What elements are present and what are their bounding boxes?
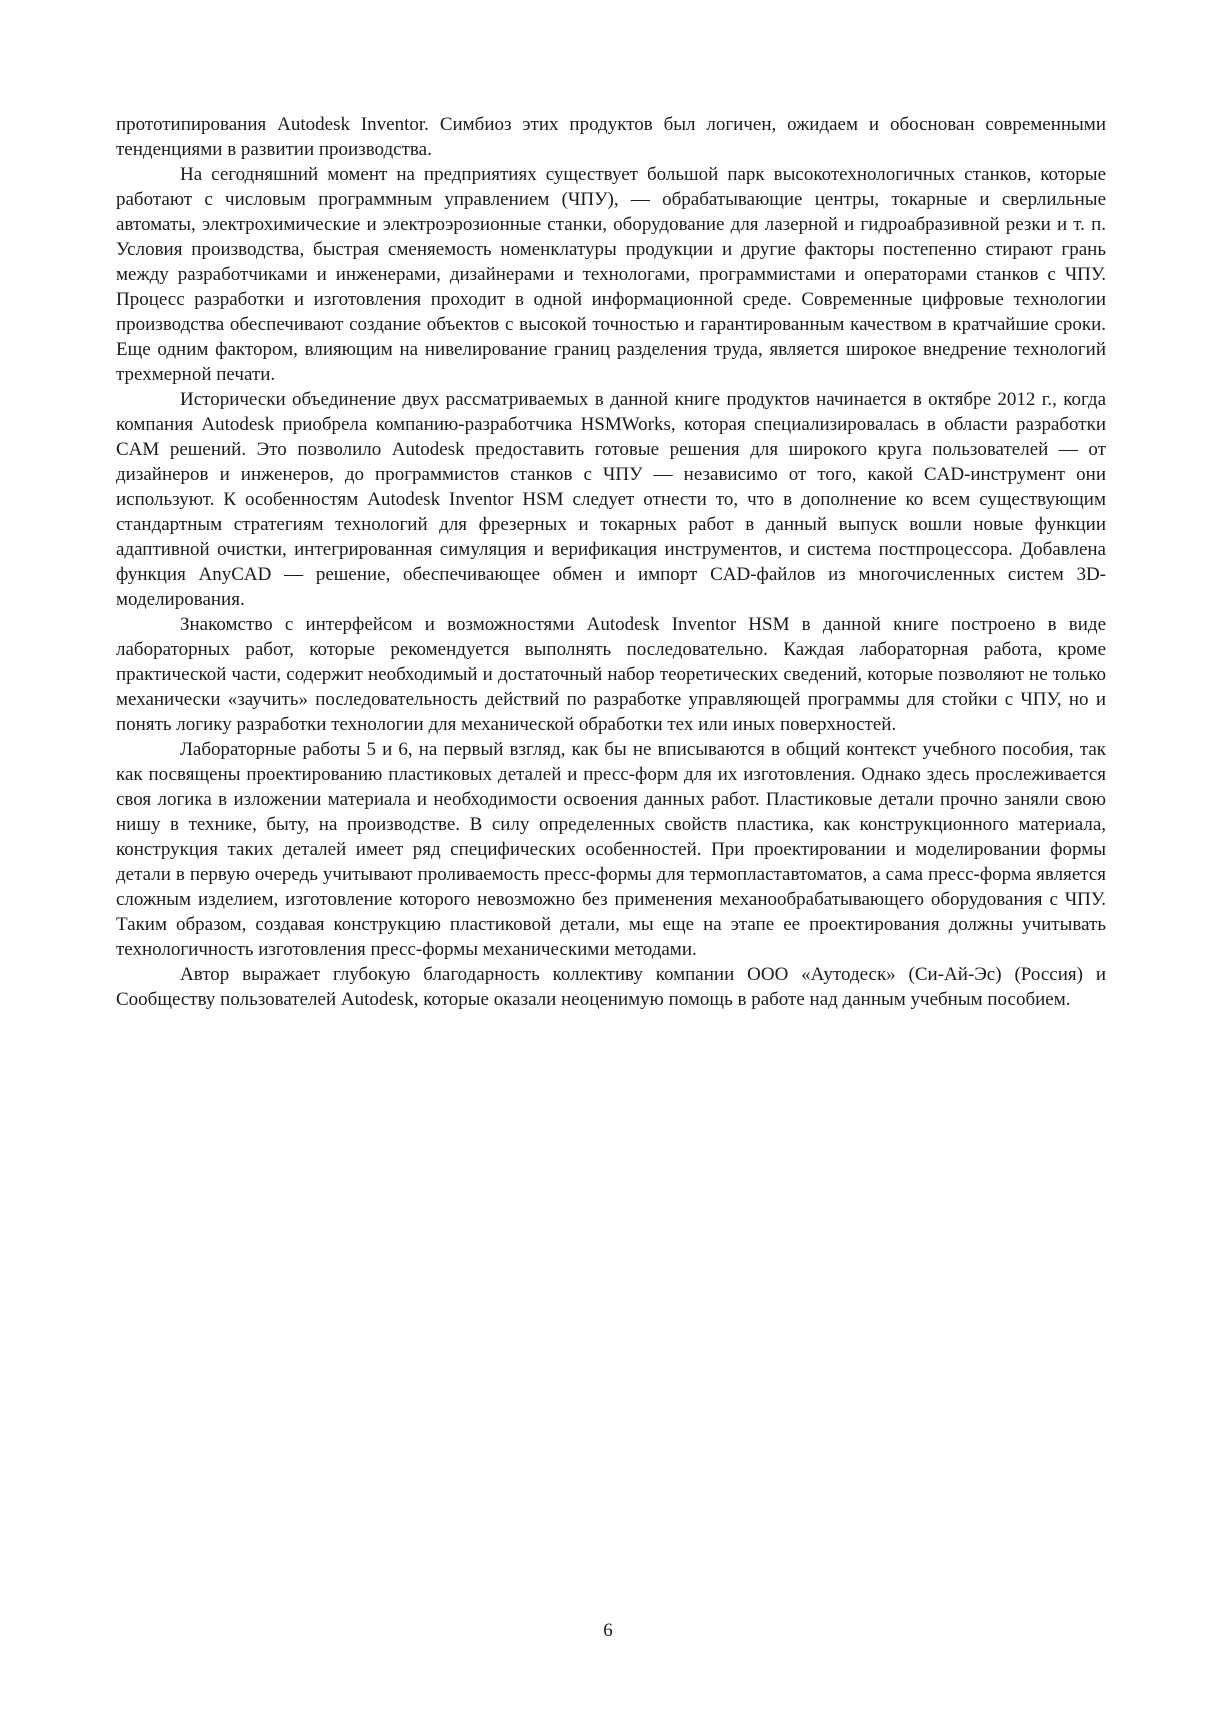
paragraph-plastic-parts: Лабораторные работы 5 и 6, на первый взгляд, как бы не вписываются в общий контекст учебного пособия, так как посвящены проектированию пластиковых деталей и пресс-форм для их изготовления. Однако здесь прослеживается своя логика в изложении материала и необходимости освоения данных работ. Пластиковые детали прочно заняли свою нишу в технике, быту, на производстве. В силу определенных свойств пластика, как конструкционного материала, конструкция таких деталей имеет ряд специфических особенностей. При проектировании и моделировании формы детали в первую очередь учитывают проливаемость пресс-формы для термопластавтоматов, а сама пресс-форма является сложным изделием, изготовление которого невозможно без применения механообрабатывающего оборудования с ЧПУ. Таким образом, создавая конструкцию пластиковой детали, мы еще на этапе ее проектирования должны учитывать технологичность изготовления пресс-формы механическими методами. — [116, 739, 1106, 960]
body-text — [116, 112, 1106, 1012]
paragraph-continuation: прототипирования Autodesk Inventor. Симбиоз этих продуктов был логичен, ожидаем и обоснован современными тенденциями в развитии производства. — [116, 114, 1106, 160]
page-number: 6 — [603, 1620, 613, 1641]
paragraph-history: Исторически объединение двух рассматриваемых в данной книге продуктов начинается в октябре 2012 г., когда компания Autodesk приобрела компанию-разработчика HSMWorks, которая специализировалась в области разработки CAM решений. Это позволило Autodesk предоставить готовые решения для широкого круга пользователей — от дизайнеров и инженеров, до программистов станков с ЧПУ — независимо от того, какой CAD-инструмент они используют. К особенностям Autodesk Inventor HSM следует отнести то, что в дополнение ко всем существующим стандартным стратегиям технологий для фрезерных и токарных работ в данный выпуск вошли новые функции адаптивной очистки, интегрированная симуляция и верификация инструментов, и система постпроцессора. Добавлена функция AnyCAD — решение, обеспечивающее обмен и импорт CAD-файлов из многочисленных систем 3D-моделирования. — [116, 389, 1106, 610]
paragraph-acknowledgements: Автор выражает глубокую благодарность коллективу компании ООО «Аутодеск» (Си-Ай-Эс) (Россия) и Сообществу пользователей Autodesk, которые оказали неоценимую помощь в работе над данным учебным пособием. — [116, 964, 1106, 1010]
paragraph-lab-works: Знакомство с интерфейсом и возможностями Autodesk Inventor HSM в данной книге построено в виде лабораторных работ, которые рекомендуется выполнять последовательно. Каждая лабораторная работа, кроме практической части, содержит необходимый и достаточный набор теоретических сведений, которые позволяют не только механически «заучить» последовательность действий по разработке управляющей программы для стойки с ЧПУ, но и понять логику разработки технологии для механической обработки тех или иных поверхностей. — [116, 614, 1106, 735]
paragraph-cnc-machines: На сегодняшний момент на предприятиях существует большой парк высокотехнологичных станков, которые работают с числовым программным управлением (ЧПУ), — обрабатывающие центры, токарные и сверлильные автоматы, электрохимические и электроэрозионные станки, оборудование для лазерной и гидроабразивной резки и т. п. Условия производства, быстрая сменяемость номенклатуры продукции и другие факторы постепенно стирают грань между разработчиками и инженерами, дизайнерами и технологами, программистами и операторами станков с ЧПУ. Процесс разработки и изготовления проходит в одной информационной среде. Современные цифровые технологии производства обеспечивают создание объектов с высокой точностью и гарантированным качеством в кратчайшие сроки. Еще одним фактором, влияющим на нивелирование границ разделения труда, является широкое внедрение технологий трехмерной печати. — [116, 164, 1106, 385]
